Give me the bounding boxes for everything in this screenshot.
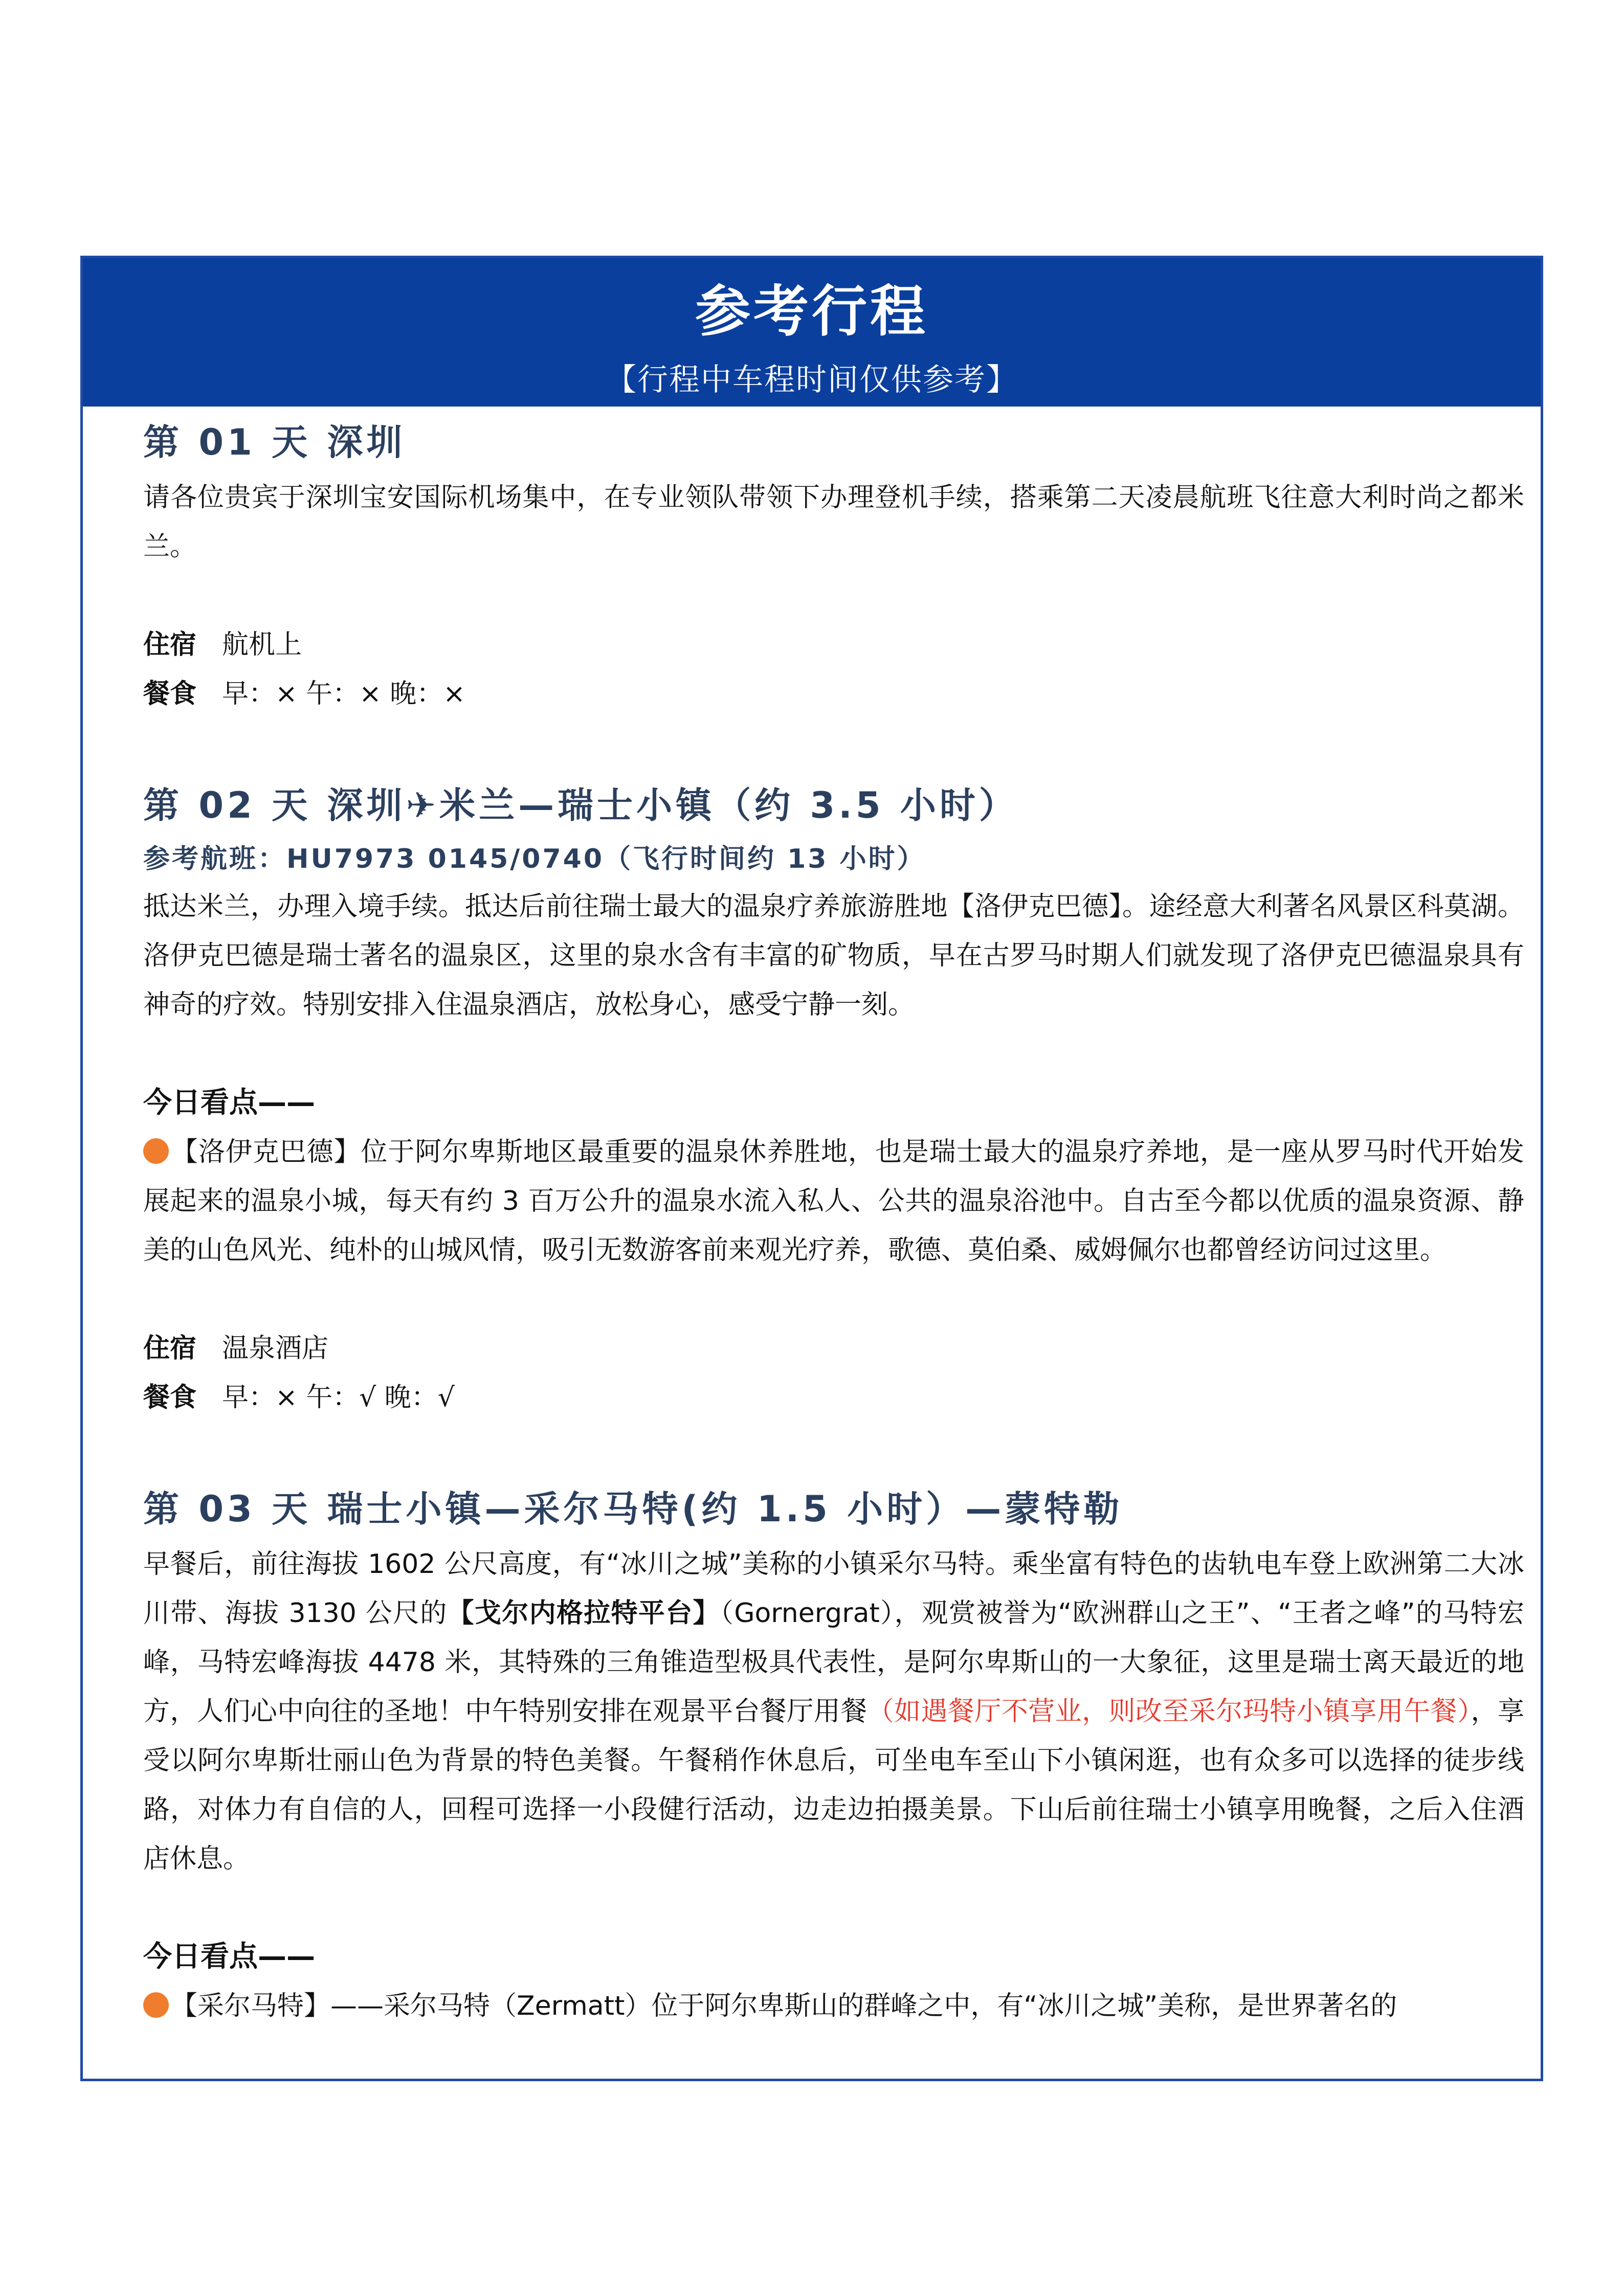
stay-value: 航机上 [222, 629, 302, 660]
day-01-title: 第 01 天 深圳 [143, 421, 406, 463]
day-02-highlight-text: 【洛伊克巴德】位于阿尔卑斯地区最重要的温泉休养胜地，也是瑞士最大的温泉疗养地，是一座从罗马时代开始发展起来的温泉小城，每天有约 3 百万公升的温泉水流入私人、公共的温泉浴池中。自古至今都以优质的温泉资源、静美的山色风光、纯朴的山城风情，吸引无数游客前来观光疗养，歌德、莫伯桑、威姆佩尔也都曾经访问过这里。 [143, 1137, 1524, 1266]
day-02-highlight-label: 今日看点—— [143, 1086, 315, 1119]
page-subtitle: 【行程中车程时间仅供参考】 [606, 362, 1018, 398]
meal-label: 餐食 [143, 1382, 197, 1413]
day-01-meals [143, 669, 1524, 718]
day-01-stay [143, 620, 1524, 669]
meal-value: 早：× 午：√ 晚：√ [222, 1382, 455, 1413]
day-03-desc-platform: 【戈尔内格拉特平台】 [447, 1598, 720, 1629]
day-03-desc-part-e: ，享受以阿尔卑斯壮丽山色为背景的特色美餐。午餐稍作休息后，可坐电车至山下小镇闲逛，也有众多可以选择的徒步线路，对体力有自信的人，回程可选择一小段健行活动，边走边拍摄美景。下山后前往瑞士小镇享用晚餐，之后入住酒店休息。 [143, 1696, 1524, 1874]
day-03-description [143, 1540, 1524, 1883]
itinerary-content [143, 412, 1524, 2031]
itinerary-frame [80, 256, 1543, 2081]
day-02-section [143, 775, 1524, 1422]
day-03-desc-part-a: 早餐后，前往海拔 1602 公尺高度，有“冰川之城”美称的小镇采尔马特。乘坐富有特色的齿轨电车登上欧洲第二大冰川带、海拔 3130 公尺的 [143, 1549, 1524, 1629]
bullet-dot-icon [143, 1138, 169, 1164]
meal-label: 餐食 [143, 679, 197, 709]
stay-value: 温泉酒店 [222, 1333, 329, 1364]
stay-label: 住宿 [143, 629, 197, 660]
header-banner [83, 258, 1541, 407]
bullet-dot-icon [143, 1992, 169, 2018]
day-03-desc-notice: （如遇餐厅不营业，则改至采尔玛特小镇享用午餐） [867, 1696, 1471, 1727]
day-01-section [143, 412, 1524, 718]
stay-label: 住宿 [143, 1333, 197, 1364]
day-03-highlight [143, 1982, 1524, 2031]
day-03-section [143, 1478, 1524, 2031]
day-02-title: 第 02 天 深圳✈米兰—瑞士小镇（约 3.5 小时） [143, 784, 1018, 826]
page-title: 参考行程 [695, 280, 928, 344]
day-03-highlight-text: 【采尔马特】——采尔马特（Zermatt）位于阿尔卑斯山的群峰之中，有“冰川之城”美称，是世界著名的 [171, 1991, 1397, 2021]
day-02-highlight [143, 1128, 1524, 1275]
day-02-stay [143, 1324, 1524, 1373]
day-02-description: 抵达米兰，办理入境手续。抵达后前往瑞士最大的温泉疗养旅游胜地【洛伊克巴德】。途经意大利著名风景区科莫湖。洛伊克巴德是瑞士著名的温泉区，这里的泉水含有丰富的矿物质，早在古罗马时期人们就发现了洛伊克巴德温泉具有神奇的疗效。特别安排入住温泉酒店，放松身心，感受宁静一刻。 [143, 891, 1524, 1020]
day-03-title: 第 03 天 瑞士小镇—采尔马特(约 1.5 小时）—蒙特勒 [143, 1488, 1123, 1530]
meal-value: 早：× 午：× 晚：× [222, 679, 465, 709]
day-02-flight: 参考航班：HU7973 0145/0740（飞行时间约 13 小时） [143, 844, 926, 874]
day-03-highlight-label: 今日看点—— [143, 1940, 315, 1973]
day-02-meals [143, 1373, 1524, 1422]
day-03-desc-part-c: （Gornergrat），观赏被誉为“欧洲群山之王”、“王者之峰”的马特宏峰，马特宏峰海拔 4478 米，其特殊的三角锥造型极具代表性，是阿尔卑斯山的一大象征，这里是瑞士离天最近的地方，人们心中向往的圣地！中午特别安排在观景平台餐厅用餐 [143, 1598, 1524, 1727]
day-01-description: 请各位贵宾于深圳宝安国际机场集中，在专业领队带领下办理登机手续，搭乘第二天凌晨航班飞往意大利时尚之都米兰。 [143, 482, 1524, 562]
